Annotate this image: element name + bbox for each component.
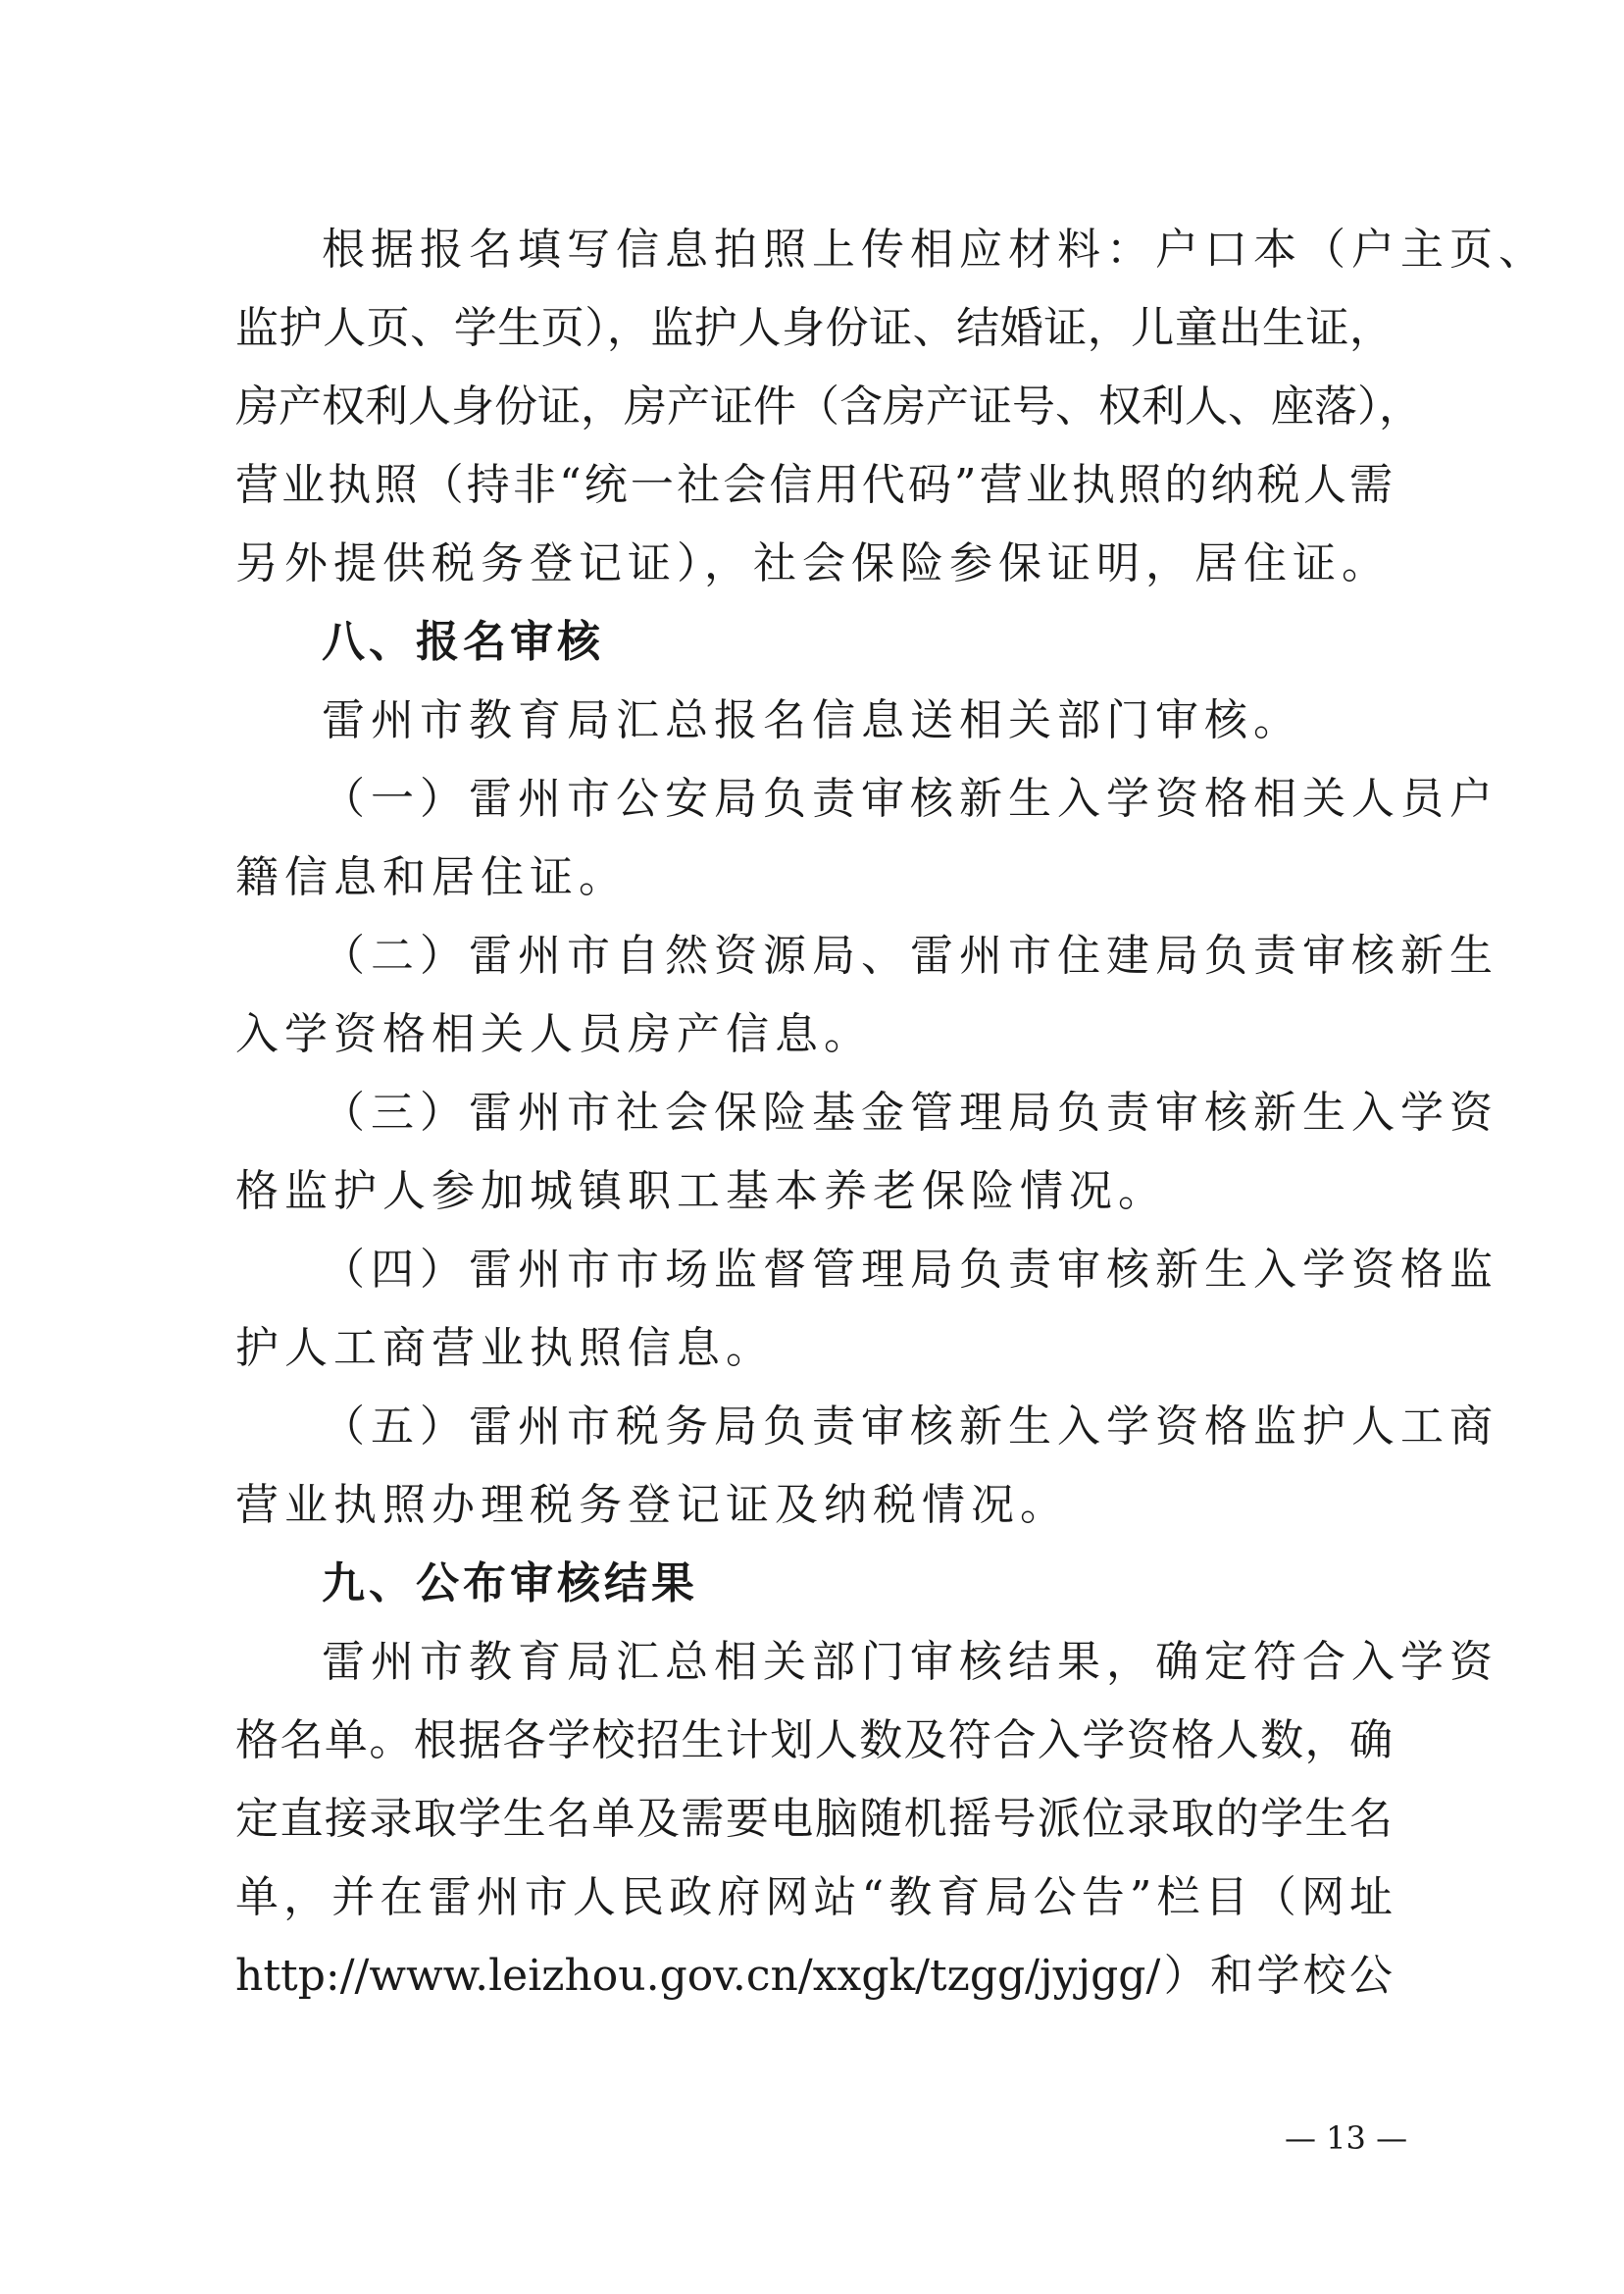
- paragraph-line: 籍信息和居住证。: [235, 852, 628, 902]
- paragraph-line: 营业执照（持非“统一社会信用代码”营业执照的纳税人需: [235, 460, 1393, 510]
- paragraph-line: 雷州市教育局汇总相关部门审核结果，确定符合入学资: [322, 1637, 1498, 1687]
- paragraph-line: （一）雷州市公安局负责审核新生入学资格相关人员户: [322, 774, 1498, 824]
- paragraph-line: （四）雷州市市场监督管理局负责审核新生入学资格监: [322, 1245, 1498, 1295]
- paragraph-line: 雷州市教育局汇总报名信息送相关部门审核。: [322, 695, 1302, 745]
- section-heading: 九、公布审核结果: [322, 1558, 698, 1608]
- paragraph-line: 根据报名填写信息拍照上传相应材料：户口本（户主页、: [322, 225, 1548, 275]
- paragraph-line: 护人工商营业执照信息。: [235, 1323, 775, 1373]
- paragraph-line: 营业执照办理税务登记证及纳税情况。: [235, 1480, 1069, 1530]
- paragraph-line: （五）雷州市税务局负责审核新生入学资格监护人工商: [322, 1402, 1498, 1452]
- paragraph-line: 格监护人参加城镇职工基本养老保险情况。: [235, 1166, 1167, 1216]
- paragraph-line: （二）雷州市自然资源局、雷州市住建局负责审核新生: [322, 931, 1498, 981]
- paragraph-line: 房产权利人身份证，房产证件（含房产证号、权利人、座落），: [235, 382, 1422, 432]
- page-number: — 13 —: [1285, 2119, 1408, 2157]
- paragraph-line: 监护人页、学生页），监护人身份证、结婚证，儿童出生证，: [235, 303, 1393, 353]
- paragraph-line: （三）雷州市社会保险基金管理局负责审核新生入学资: [322, 1088, 1498, 1138]
- paragraph-line: 单，并在雷州市人民政府网站“教育局公告”栏目（网址: [235, 1872, 1393, 1922]
- paragraph-line: 入学资格相关人员房产信息。: [235, 1009, 873, 1059]
- paragraph-line-url: http://www.leizhou.gov.cn/xxgk/tzgg/jyjgg/）和学校公: [235, 1951, 1393, 2001]
- section-heading: 八、报名审核: [322, 617, 604, 667]
- paragraph-line: 另外提供税务登记证），社会保险参保证明，居住证。: [235, 538, 1391, 588]
- paragraph-line: 格名单。根据各学校招生计划人数及符合入学资格人数，确: [235, 1715, 1393, 1765]
- paragraph-line: 定直接录取学生名单及需要电脑随机摇号派位录取的学生名: [235, 1794, 1393, 1844]
